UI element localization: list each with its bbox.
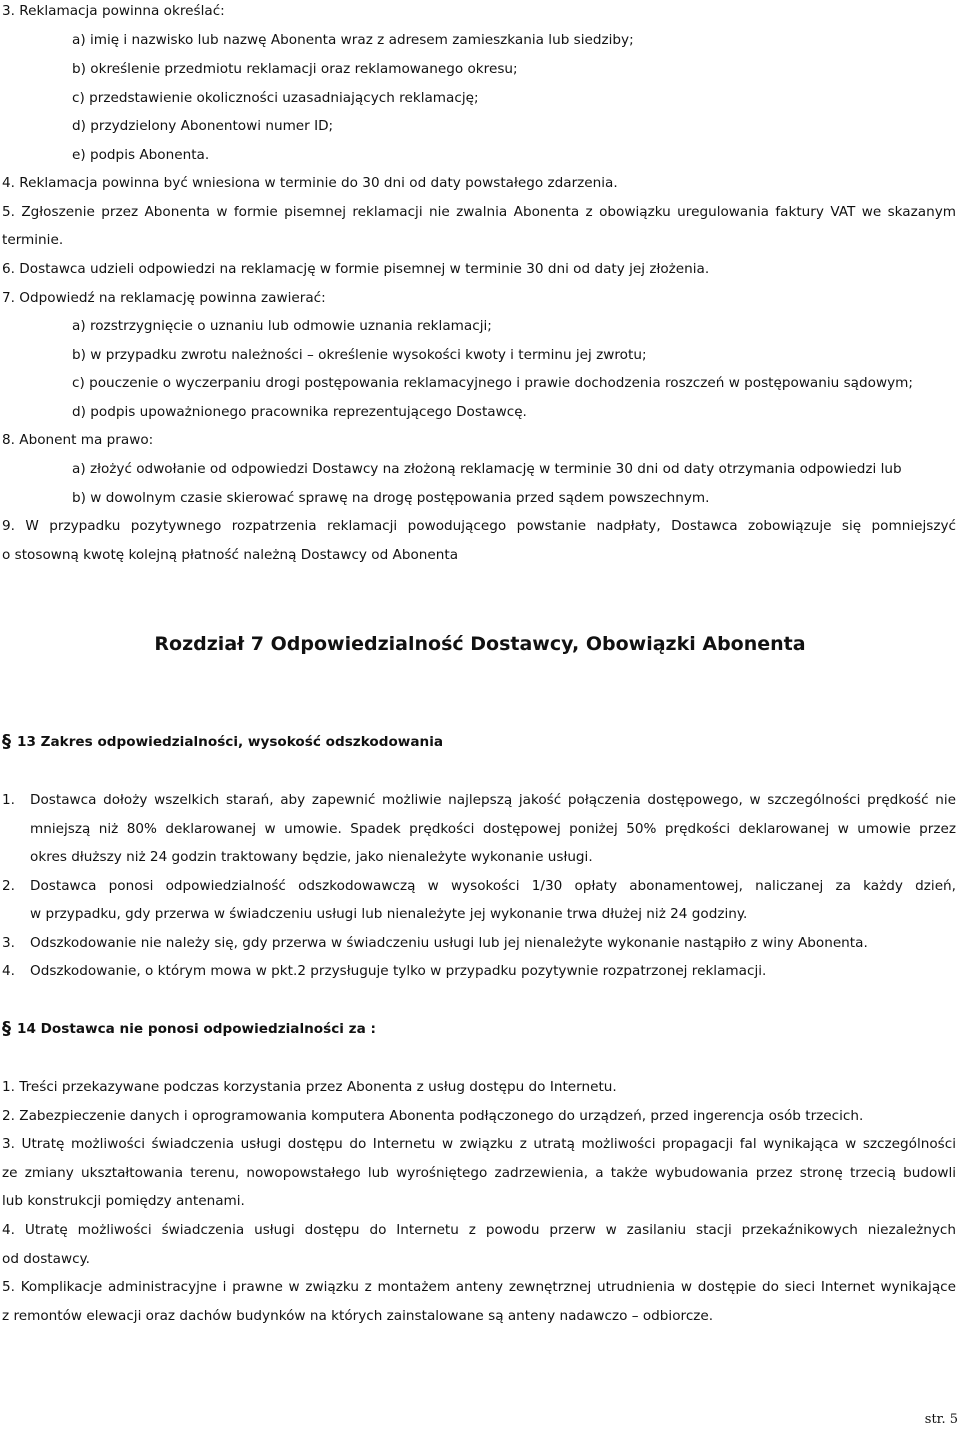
chapter-title: Rozdział 7 Odpowiedzialność Dostawcy, Obowiązki Abonenta <box>154 633 806 655</box>
point-3e: e) podpis Abonenta. <box>72 147 210 163</box>
point-5-line-2: terminie. <box>2 232 64 248</box>
point-8a: a) złożyć odwołanie od odpowiedzi Dostawcy na złożoną reklamację w terminie 30 dni od daty otrzymania odpowiedzi lub <box>72 461 902 477</box>
point-7b: b) w przypadku zwrotu należności – określenie wysokości kwoty i terminu jej zwrotu; <box>72 347 647 363</box>
point-7: 7. Odpowiedź na reklamację powinna zawierać: <box>2 290 326 306</box>
section-13-heading <box>2 733 443 751</box>
point-7d: d) podpis upoważnionego pracownika reprezentującego Dostawcę. <box>72 404 527 420</box>
s13-number-2: 2. <box>2 878 15 894</box>
point-4: 4. Reklamacja powinna być wniesiona w terminie do 30 dni od daty powstałego zdarzenia. <box>2 175 618 191</box>
point-3c: c) przedstawienie okoliczności uzasadniających reklamację; <box>72 90 479 106</box>
s14-item-4-line-1: 4. Utratę możliwości świadczenia usługi dostępu do Internetu z powodu przerw w zasilaniu stacji przekaźnikowych niezależnych <box>2 1222 956 1238</box>
s14-item-1: 1. Treści przekazywane podczas korzystania przez Abonenta z usług dostępu do Internetu. <box>2 1079 617 1095</box>
s14-item-3-line-2: ze zmiany ukształtowania terenu, nowopowstałego lub wyrośniętego zadrzewienia, a także wybudowania przez stronę trzecią budowli <box>2 1165 956 1181</box>
s14-item-5-line-2: z remontów elewacji oraz dachów budynków na których zainstalowane są anteny nadawczo – odbiorcze. <box>2 1308 714 1324</box>
s13-number-3: 3. <box>2 935 15 951</box>
point-6: 6. Dostawca udzieli odpowiedzi na reklamację w formie pisemnej w terminie 30 dni od daty jej złożenia. <box>2 261 710 277</box>
point-8b: b) w dowolnym czasie skierować sprawę na drogę postępowania przed sądem powszechnym. <box>72 490 710 506</box>
s14-item-5-line-1: 5. Komplikacje administracyjne i prawne w związku z montażem anteny zewnętrznej utrudnienia w dostępie do sieci Internet wynikające <box>2 1279 956 1295</box>
point-8: 8. Abonent ma prawo: <box>2 432 154 448</box>
section-sign: § <box>2 731 11 752</box>
point-7a: a) rozstrzygnięcie o uznaniu lub odmowie uznania reklamacji; <box>72 318 492 334</box>
s13-item-3: Odszkodowanie nie należy się, gdy przerwa w świadczeniu usługi lub jej nienależyte wykonanie nastąpiło z winy Abonenta. <box>30 935 868 951</box>
s14-item-4-line-2: od dostawcy. <box>2 1251 90 1267</box>
page-number: str. 5 <box>924 1412 958 1427</box>
s13-item-4: Odszkodowanie, o którym mowa w pkt.2 przysługuje tylko w przypadku pozytywnie rozpatrzonej reklamacji. <box>30 963 767 979</box>
s14-item-3-line-1: 3. Utratę możliwości świadczenia usługi dostępu do Internetu w związku z utratą możliwości propagacji fal wynikająca w szczególności <box>2 1136 956 1152</box>
s13-item-2-line-2: w przypadku, gdy przerwa w świadczeniu usługi lub nienależyte jej wykonanie trwa dłużej niż 24 godziny. <box>30 906 748 922</box>
s13-number-4: 4. <box>2 963 15 979</box>
s13-item-1-line-2: mniejszą niż 80% deklarowanej w umowie. Spadek prędkości dostępowej poniżej 50% prędkości deklarowanej w umowie przez <box>30 821 956 837</box>
point-9-line-2: o stosowną kwotę kolejną płatność należną Dostawcy od Abonenta <box>2 547 459 563</box>
point-3b: b) określenie przedmiotu reklamacji oraz reklamowanego okresu; <box>72 61 518 77</box>
point-9-line-1: 9. W przypadku pozytywnego rozpatrzenia reklamacji powodującego powstanie nadpłaty, Dostawca zobowiązuje się pomniejszyć <box>2 518 956 534</box>
section-13-title: 13 Zakres odpowiedzialności, wysokość odszkodowania <box>17 734 444 750</box>
s13-item-1-line-1: Dostawca dołoży wszelkich starań, aby zapewnić możliwie najlepszą jakość połączenia dostępowego, w szczególności prędkość nie <box>30 792 956 808</box>
section-14-heading <box>2 1020 376 1038</box>
point-7c: c) pouczenie o wyczerpaniu drogi postępowania reklamacyjnego i prawie dochodzenia roszczeń w postępowaniu sądowym; <box>72 375 913 391</box>
point-3a: a) imię i nazwisko lub nazwę Abonenta wraz z adresem zamieszkania lub siedziby; <box>72 32 634 48</box>
s14-item-3-line-3: lub konstrukcji pomiędzy antenami. <box>2 1193 245 1209</box>
point-5-line-1: 5. Zgłoszenie przez Abonenta w formie pisemnej reklamacji nie zwalnia Abonenta z obowiązku uregulowania faktury VAT we skazanym <box>2 204 956 220</box>
s14-item-2: 2. Zabezpieczenie danych i oprogramowania komputera Abonenta podłączonego do urządzeń, przed ingerencja osób trzecich. <box>2 1108 864 1124</box>
section-14-title: 14 Dostawca nie ponosi odpowiedzialności za : <box>17 1021 376 1037</box>
s13-number-1: 1. <box>2 792 15 808</box>
point-3: 3. Reklamacja powinna określać: <box>2 3 225 19</box>
section-sign: § <box>2 1018 11 1039</box>
point-3d: d) przydzielony Abonentowi numer ID; <box>72 118 334 134</box>
s13-item-2-line-1: Dostawca ponosi odpowiedzialność odszkodowawczą w wysokości 1/30 opłaty abonamentowej, naliczanej za każdy dzień, <box>30 878 956 894</box>
s13-item-1-line-3: okres dłuższy niż 24 godzin traktowany będzie, jako nienależyte wykonanie usługi. <box>30 849 593 865</box>
